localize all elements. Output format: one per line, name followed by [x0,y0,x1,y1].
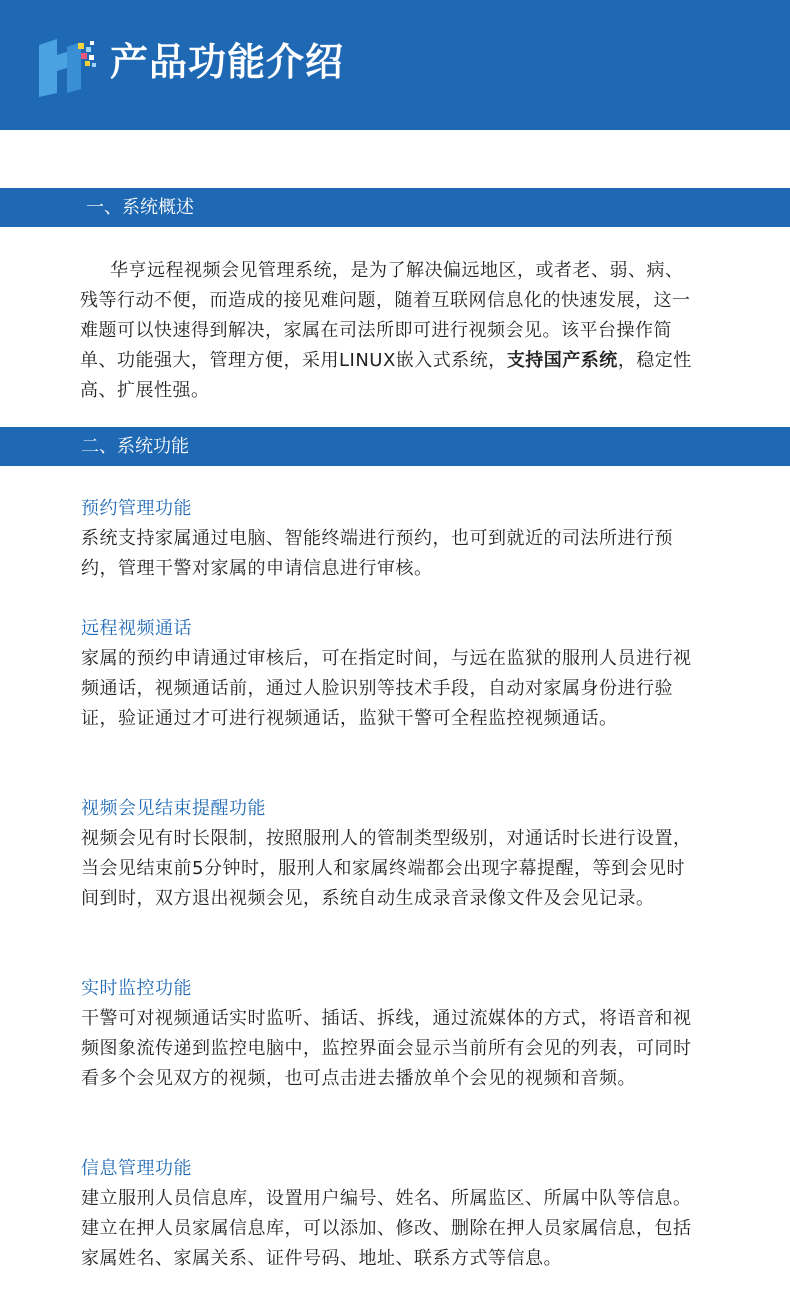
feature-body: 建立服刑人员信息库，设置用户编号、姓名、所属监区、所属中队等信息。 [81,1188,692,1209]
overview-text-1: 华亨远程视频会见管理系统，是为了解决偏远地区，或者老、弱、病、残等行动不便，而造成的接见难问题，随着互联网信息化的快速发展，这一难题可以快速得到解决，家属在司法所即可进行视频会见。该平台操作简单、功能强大，管理方便，采用LINUX嵌入式系统， [80,260,691,371]
feature-title: 远程视频通话 [81,618,192,639]
section-heading-overview: 一、系统概述 [0,188,790,227]
section-heading-functions: 二、系统功能 [0,427,790,466]
feature-title: 预约管理功能 [81,498,192,519]
feature-body: 视频会见有时长限制，按照服刑人的管制类型级别，对通话时长进行设置，当会见结束前5分钟时，服刑人和家属终端都会出现字幕提醒，等到会见时间到时，双方退出视频会见，系统自动生成录音录像文件及会见记录。 [81,828,692,909]
h-pixel-logo-icon [33,33,99,99]
feature-title: 视频会见结束提醒功能 [81,798,266,819]
overview-text-bold: 支持国产系统 [506,350,618,371]
feature-body: 系统支持家属通过电脑、智能终端进行预约，也可到就近的司法所进行预约，管理干警对家属的申请信息进行审核。 [81,528,673,579]
feature-body-2: 建立在押人员家属信息库，可以添加、修改、删除在押人员家属信息，包括家属姓名、家属关系、证件号码、地址、联系方式等信息。 [81,1218,692,1269]
feature-block [81,614,696,734]
feature-block [81,974,696,1094]
feature-title: 信息管理功能 [81,1158,192,1179]
page-header [0,0,790,130]
feature-body: 家属的预约申请通过审核后，可在指定时间，与远在监狱的服刑人员进行视频通话，视频通话前，通过人脸识别等技术手段，自动对家属身份进行验证，验证通过才可进行视频通话，监狱干警可全程监控视频通话。 [81,648,692,729]
feature-block [81,1154,696,1274]
feature-title: 实时监控功能 [81,978,192,999]
feature-block [81,494,696,584]
overview-text-2: ，稳定性高、扩展性强。 [80,350,692,401]
feature-block [81,794,696,914]
page-title: 产品功能介绍 [110,40,345,84]
overview-paragraph [80,256,695,406]
feature-body: 干警可对视频通话实时监听、插话、拆线，通过流媒体的方式，将语音和视频图象流传递到监控电脑中，监控界面会显示当前所有会见的列表，可同时看多个会见双方的视频，也可点击进去播放单个会见的视频和音频。 [81,1008,692,1089]
